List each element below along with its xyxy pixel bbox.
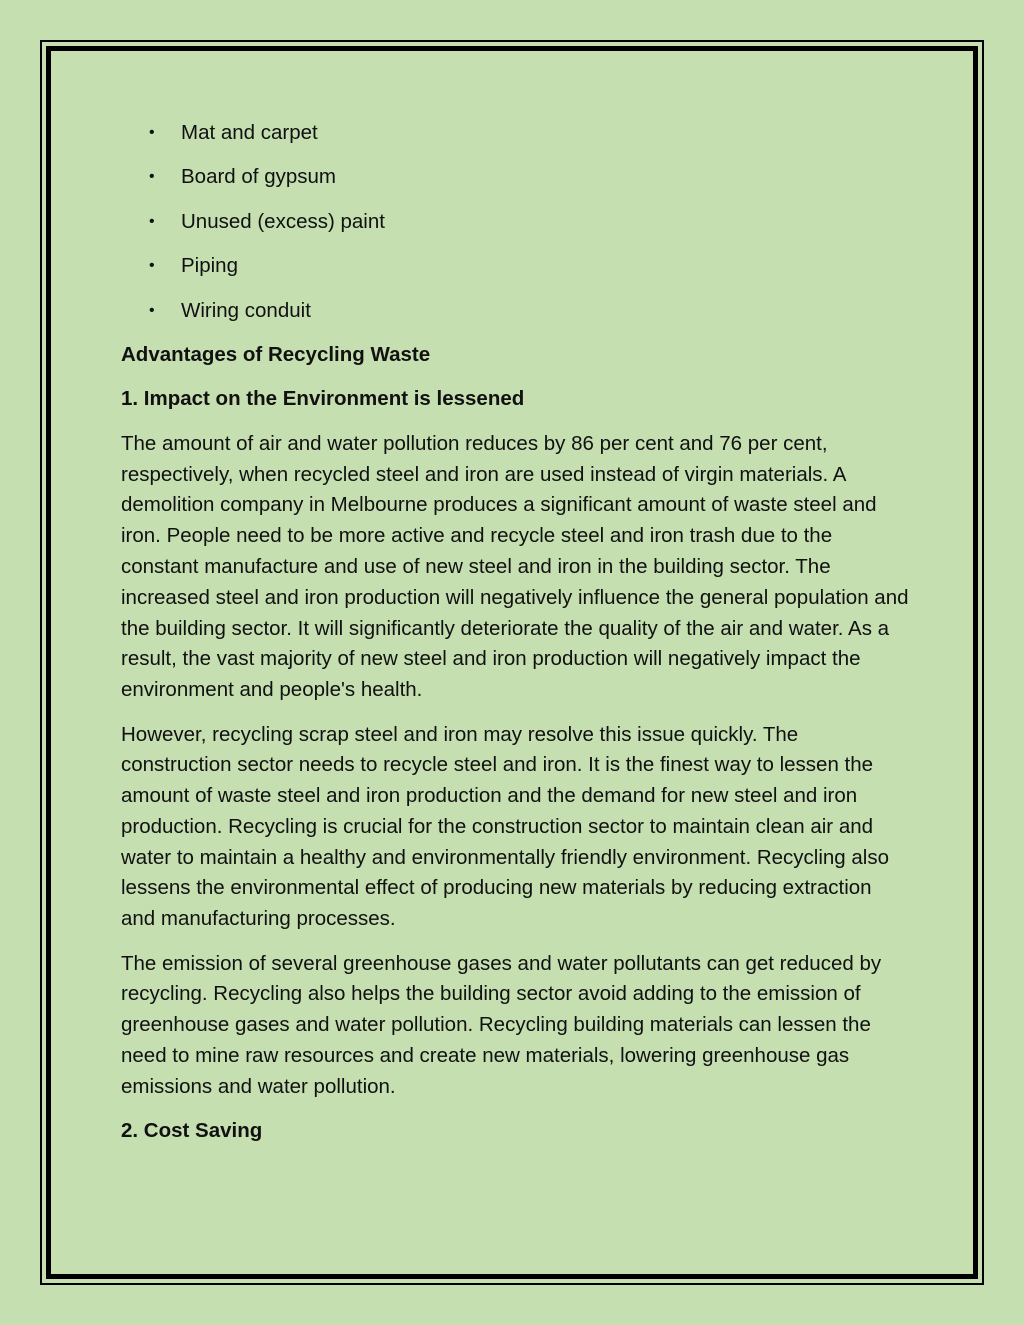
paragraph: The emission of several greenhouse gases and water pollutants can get reduced by recycling. Recycling also helps the building sector avoid adding to the emission of greenhouse gases and water pollution. Recycling building materials can lessen the need to mine raw resources and create new materials, lowering greenhouse gas emissions and water pollution. bbox=[121, 951, 882, 1098]
section-heading-impact: 1. Impact on the Environment is lessened bbox=[121, 387, 525, 411]
bullet-icon: • bbox=[149, 124, 155, 141]
paragraph: The amount of air and water pollution reduces by 86 per cent and 76 per cent, respectively, when recycled steel and iron are used instead of virgin materials. A demolition company in Melbourne produces a significant amount of waste steel and iron. People need to be more active and recycle steel and iron trash due to the constant manufacture and use of new steel and iron in the building sector. The increased steel and iron production will negatively influence the general population and the building sector. It will significantly deteriorate the quality of the air and water. As a result, the vast majority of new steel and iron production will negatively impact the environment and people's health. bbox=[121, 431, 909, 702]
bullet-icon: • bbox=[149, 212, 155, 230]
list-item: • Board of gypsum bbox=[121, 162, 911, 193]
section-heading-cost: 2. Cost Saving bbox=[121, 1119, 263, 1143]
materials-list bbox=[121, 118, 911, 326]
list-item: • Mat and carpet bbox=[121, 118, 911, 149]
section-heading-advantages: Advantages of Recycling Waste bbox=[121, 342, 431, 366]
bullet-icon: • bbox=[149, 257, 155, 275]
list-item: • Piping bbox=[121, 251, 911, 282]
list-item: • Unused (excess) paint bbox=[121, 207, 911, 238]
bullet-icon: • bbox=[149, 301, 155, 319]
document-body bbox=[121, 118, 911, 1161]
bullet-icon: • bbox=[149, 168, 155, 186]
paragraph: However, recycling scrap steel and iron may resolve this issue quickly. The construction sector needs to recycle steel and iron. It is the finest way to lessen the amount of waste steel and iron production and the demand for new steel and iron production. Recycling is crucial for the construction sector to maintain clean air and water to maintain a healthy and environmentally friendly environment. Recycling also lessens the environmental effect of producing new materials by reducing extraction and manufacturing processes. bbox=[121, 722, 890, 931]
list-item: • Wiring conduit bbox=[121, 296, 911, 327]
